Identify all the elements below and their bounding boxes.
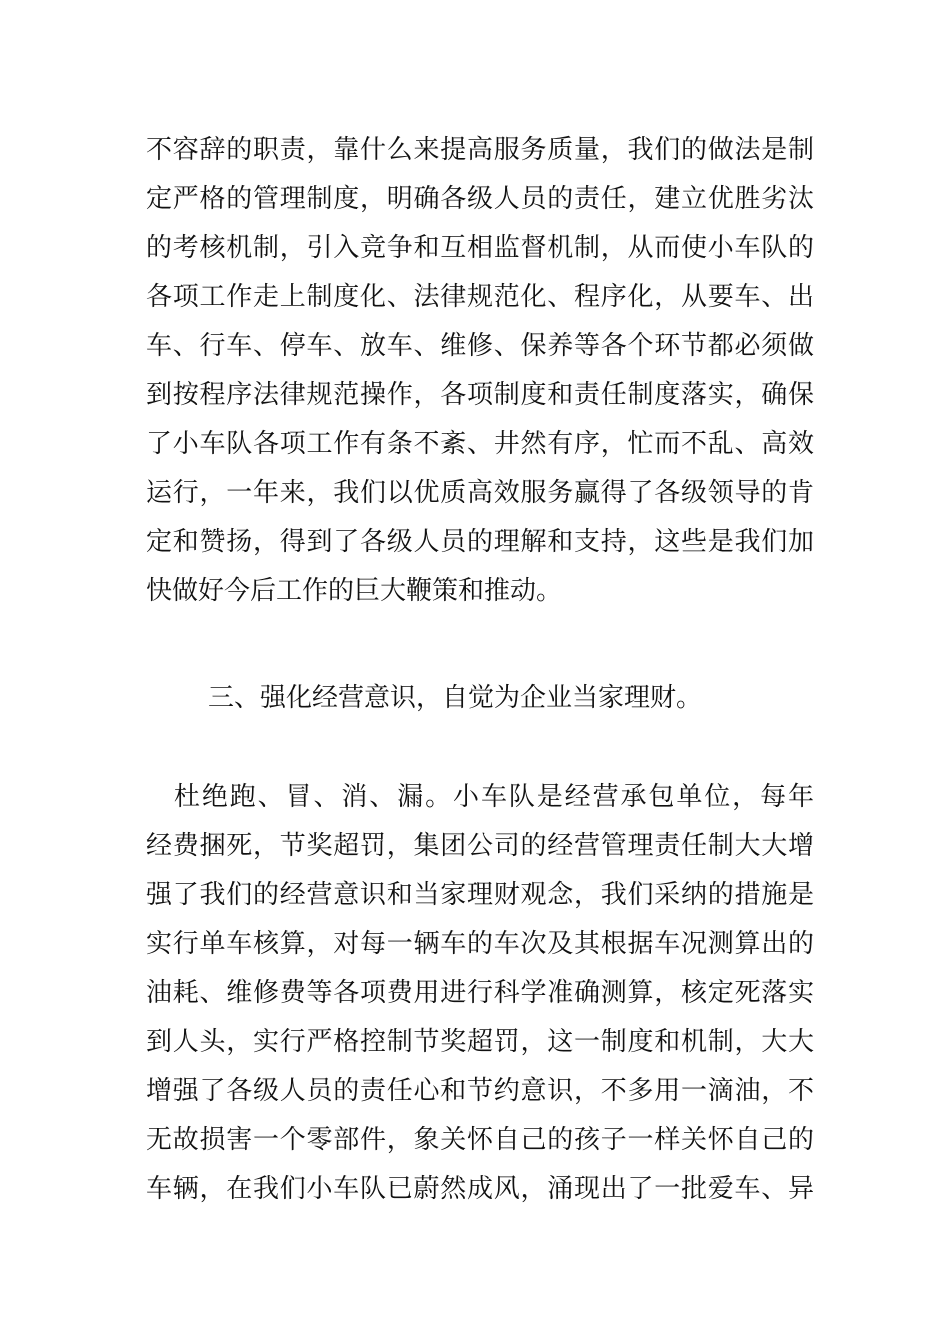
text-line: 快做好今后工作的巨大鞭策和推动。 <box>146 576 563 606</box>
text-line: 车辆，在我们小车队已蔚然成风，涌现出了一批爱车、异 <box>146 1174 814 1204</box>
text-line: 无故损害一个零部件，象关怀自己的孩子一样关怀自己的 <box>146 1125 814 1155</box>
body-paragraph-2 <box>146 773 814 1214</box>
text-line: 增强了各级人员的责任心和节约意识，不多用一滴油，不 <box>146 1076 814 1106</box>
text-line: 实行单车核算，对每一辆车的车次及其根据车况测算出的 <box>146 929 814 959</box>
text-line: 不容辞的职责，靠什么来提高服务质量，我们的做法是制 <box>146 135 814 165</box>
text-line: 经费捆死，节奖超罚，集团公司的经营管理责任制大大增 <box>146 831 814 861</box>
text-line: 强了我们的经营意识和当家理财观念，我们采纳的措施是 <box>146 880 814 910</box>
text-line: 运行，一年来，我们以优质高效服务赢得了各级领导的肯 <box>146 478 814 508</box>
text-line: 到按程序法律规范操作，各项制度和责任制度落实，确保 <box>146 380 814 410</box>
text-line: 各项工作走上制度化、法律规范化、程序化，从要车、出 <box>146 282 814 312</box>
text-line: 定和赞扬，得到了各级人员的理解和支持，这些是我们加 <box>146 527 814 557</box>
text-line: 到人头，实行严格控制节奖超罚，这一制度和机制，大大 <box>146 1027 814 1057</box>
text-line: 的考核机制，引入竞争和互相监督机制，从而使小车队的 <box>146 233 814 263</box>
text-line: 了小车队各项工作有条不紊、井然有序，忙而不乱、高效 <box>146 429 814 459</box>
body-paragraph-1 <box>146 126 814 616</box>
text-line: 定严格的管理制度，明确各级人员的责任，建立优胜劣汰 <box>146 184 814 214</box>
text-line: 油耗、维修费等各项费用进行科学准确测算，核定死落实 <box>146 978 814 1008</box>
text-line: 车、行车、停车、放车、维修、保养等各个环节都必须做 <box>146 331 814 361</box>
heading-text: 三、强化经营意识，自觉为企业当家理财。 <box>208 683 703 713</box>
section-heading <box>208 674 876 723</box>
text-line: 杜绝跑、冒、消、漏。小车队是经营承包单位，每年 <box>146 782 814 812</box>
